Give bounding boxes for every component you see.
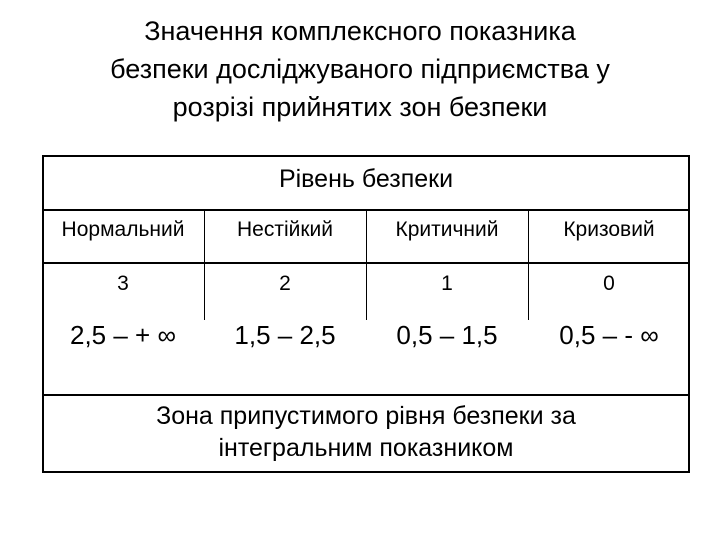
- range-unstable: 1,5 – 2,5: [234, 320, 336, 350]
- row-divider-3: [42, 394, 690, 396]
- range-normal: 2,5 – + ∞: [70, 320, 176, 350]
- level-crisis: Кризовий: [563, 218, 655, 241]
- level-critical: Критичний: [395, 218, 499, 241]
- title-line-2: безпеки досліджуваного підприємства у: [110, 54, 610, 84]
- score-crisis: 0: [603, 272, 615, 295]
- level-unstable: Нестійкий: [236, 218, 333, 241]
- title-line-1: Значення комплексного показника: [144, 16, 576, 46]
- footer-line-1: Зона припустимого рівня безпеки за: [156, 402, 576, 430]
- page-title: [0, 12, 720, 126]
- table-border-bottom: [42, 471, 690, 473]
- level-normal: Нормальний: [61, 218, 185, 241]
- security-levels-table: [42, 155, 690, 473]
- table-border-top: [42, 155, 690, 157]
- range-crisis: 0,5 – - ∞: [559, 320, 659, 350]
- score-normal: 3: [117, 272, 129, 295]
- table-footer: [42, 400, 690, 464]
- table-header: Рівень безпеки: [278, 165, 454, 193]
- range-critical: 0,5 – 1,5: [396, 320, 498, 350]
- score-critical: 1: [441, 272, 453, 295]
- title-line-3: розрізі прийнятих зон безпеки: [172, 92, 548, 122]
- score-unstable: 2: [279, 272, 291, 295]
- footer-line-2: інтегральним показником: [218, 434, 514, 462]
